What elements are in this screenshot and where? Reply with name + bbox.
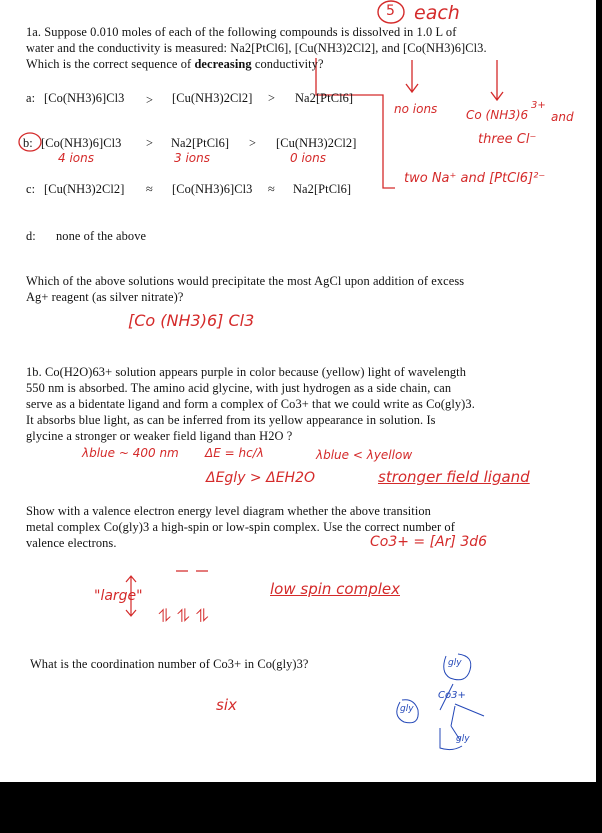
option-c-label[interactable]: c: [26,182,36,196]
arrow-down-icon [406,60,418,92]
q1a-line2: water and the conductivity is measured: Na2[PtCl6], [Cu(NH3)2Cl2], and [Co(NH3)6]Cl3. [26,41,487,55]
q-diagram-line3: valence electrons. [26,536,117,550]
q1b-line3: serve as a bidentate ligand and form a complex of Co3+ that we could write as Co(gly)3. [26,397,475,411]
option-c-compound-2: [Co(NH3)6]Cl3 [172,182,253,196]
arrow-down-icon [491,60,503,100]
option-a-op-2: > [268,91,276,105]
annotation-bracket [316,58,395,188]
hw-large-label: "large" [94,588,143,604]
sketch-gly-top: gly [448,658,462,668]
note-three-cl: three Cl⁻ [478,132,537,147]
option-b-compound-2: Na2[PtCl6] [171,136,230,150]
option-c-compound-3: Na2[PtCl6] [293,182,352,196]
option-b-compound-1: [Co(NH3)6]Cl3 [41,136,122,150]
scan-edge [596,0,602,833]
q-coord-text: What is the coordination number of Co3+ in Co(gly)3? [30,657,309,671]
q-precip-line2: Ag+ reagent (as silver nitrate)? [26,290,184,304]
option-d-label[interactable]: d: [26,229,36,243]
score-number: 5 [386,3,395,19]
q1a-decreasing: decreasing [194,57,252,71]
q1b-line5: glycine a stronger or weaker field ligand than H2O ? [26,429,293,443]
q1b-line2: 550 nm is absorbed. The amino acid glycine, with just hydrogen as a side chain, can [26,381,452,395]
hw-delta-e: ΔE = hc/λ [205,446,264,460]
option-a-compound-2: [Cu(NH3)2Cl2] [172,91,253,105]
q1a-line3 [26,56,324,72]
q1b-line4: It absorbs blue light, as can be inferred from its yellow appearance in solution. Is [26,413,436,427]
option-a-compound-3: Na2[PtCl6] [295,91,354,105]
hw-lambda-blue: λblue ~ 400 nm [82,446,179,460]
q-diagram-line2: metal complex Co(gly)3 a high-spin or low-spin complex. Use the correct number of [26,520,455,534]
hw-stronger-ligand: stronger field ligand [378,468,530,486]
option-a-compound-1: [Co(NH3)6]Cl3 [44,91,125,105]
q1a-line3-post: conductivity? [251,57,324,71]
option-c-op-2: ≈ [268,182,275,196]
hw-delta-gly: ΔEgly > ΔEH2O [206,470,315,486]
option-b-label[interactable]: b: [23,136,33,150]
q-coord-answer: six [216,696,237,714]
note-two-na: two Na⁺ and [PtCl6]²⁻ [404,171,546,186]
note-co-charge: 3+ [531,100,546,111]
option-a-op-1: > [146,93,154,107]
q-precip-answer: [Co (NH3)6] Cl3 [128,311,255,330]
option-b-op-1: > [146,136,154,150]
note-co-complex: Co (NH3)6 [466,108,529,122]
sketch-co-center: Co3+ [438,690,466,701]
q1a-line1: 1a. Suppose 0.010 moles of each of the following compounds is dissolved in 1.0 L of [26,25,457,39]
option-b-op-2: > [249,136,257,150]
hw-t2g-electrons: ⥮ ⥮ ⥮ [158,606,209,627]
note-no-ions: no ions [394,102,438,116]
option-b-ions-1: 4 ions [58,151,94,165]
sketch-gly-left: gly [400,704,414,714]
option-a-label[interactable]: a: [26,91,36,105]
option-c-compound-1: [Cu(NH3)2Cl2] [44,182,125,196]
option-d-text: none of the above [56,229,147,243]
q1a-line3-pre: Which is the correct sequence of [26,57,195,71]
q-diagram-line1: Show with a valence electron energy level diagram whether the above transition [26,504,431,518]
scan-bottom-border [0,782,602,833]
hw-lambda-compare: λblue < λyellow [316,448,413,462]
hw-electron-config: Co3+ = [Ar] 3d6 [370,534,488,550]
note-and: and [551,110,574,124]
sketch-gly-bottom: gly [456,734,470,744]
q1b-line1: 1b. Co(H2O)63+ solution appears purple in color because (yellow) light of wavelength [26,365,467,379]
option-b-ions-3: 0 ions [290,151,326,165]
hw-low-spin: low spin complex [270,580,400,598]
q-precip-line1: Which of the above solutions would precipitate the most AgCl upon addition of excess [26,274,465,288]
option-b-ions-2: 3 ions [174,151,210,165]
score-note: each [414,2,460,24]
option-c-op-1: ≈ [146,182,153,196]
option-b-compound-3: [Cu(NH3)2Cl2] [276,136,357,150]
